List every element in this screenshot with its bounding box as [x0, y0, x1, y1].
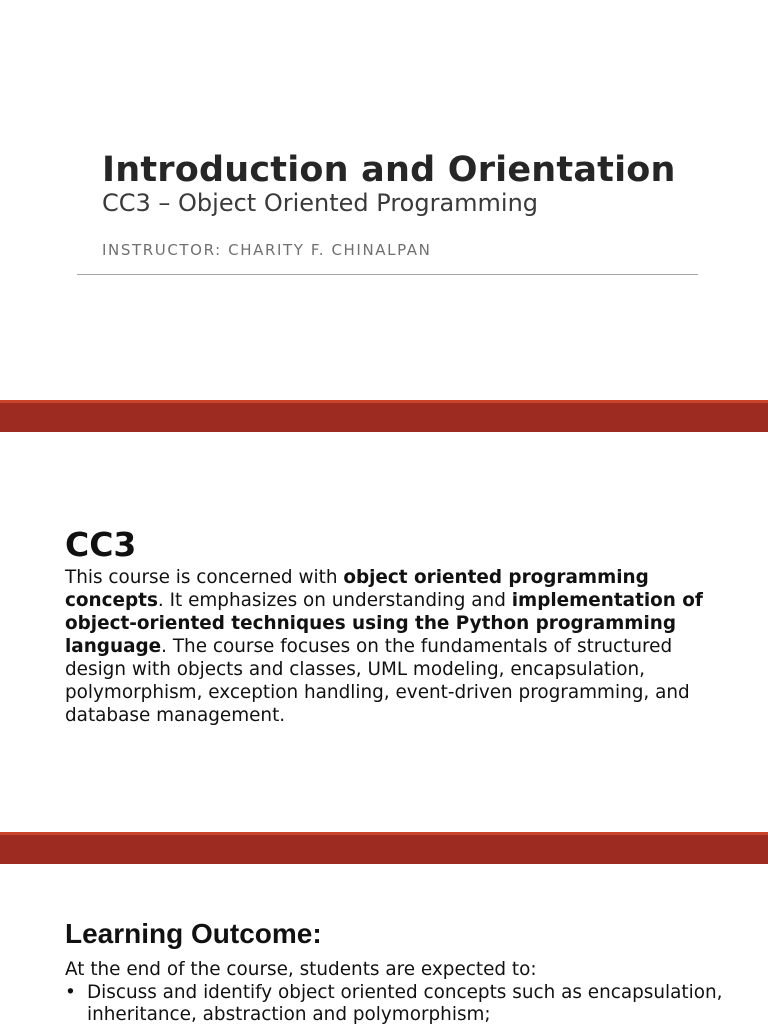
list-item [65, 982, 725, 1026]
bullet-icon: • [65, 982, 76, 1003]
slide-separator-band [0, 832, 768, 864]
slide-title [0, 0, 768, 400]
learning-outcome-heading: Learning Outcome: [65, 918, 322, 949]
description-run-bold: object oriented programming concepts [65, 567, 649, 611]
slide-subtitle: CC3 – Object Oriented Programming [102, 189, 539, 217]
list-item-text: Discuss and identify object oriented concepts such as encapsulation, inheritance, abstraction and polymorphism; [87, 982, 723, 1025]
description-run: . It emphasizes on understanding and [157, 590, 512, 611]
title-divider [77, 274, 698, 275]
description-run: . The course focuses on the fundamentals of structured design with objects and classes, UML modeling, encapsulation, polymorphism, exception handling, event-driven programming, and database management. [65, 636, 690, 726]
course-heading: CC3 [65, 525, 137, 564]
course-description [65, 566, 715, 727]
instructor-label: INSTRUCTOR: CHARITY F. CHINALPAN [102, 241, 432, 259]
description-run-bold: implementation of object-oriented techniques using the Python programming language [65, 590, 703, 657]
slide-title-heading: Introduction and Orientation [102, 150, 676, 190]
slide-learning-outcome [0, 864, 768, 1024]
slide-course-description [0, 432, 768, 832]
slide-separator-band [0, 400, 768, 432]
learning-outcome-list [65, 982, 725, 1026]
learning-outcome-intro: At the end of the course, students are expected to: [65, 959, 537, 980]
description-run: This course is concerned with [65, 567, 344, 588]
